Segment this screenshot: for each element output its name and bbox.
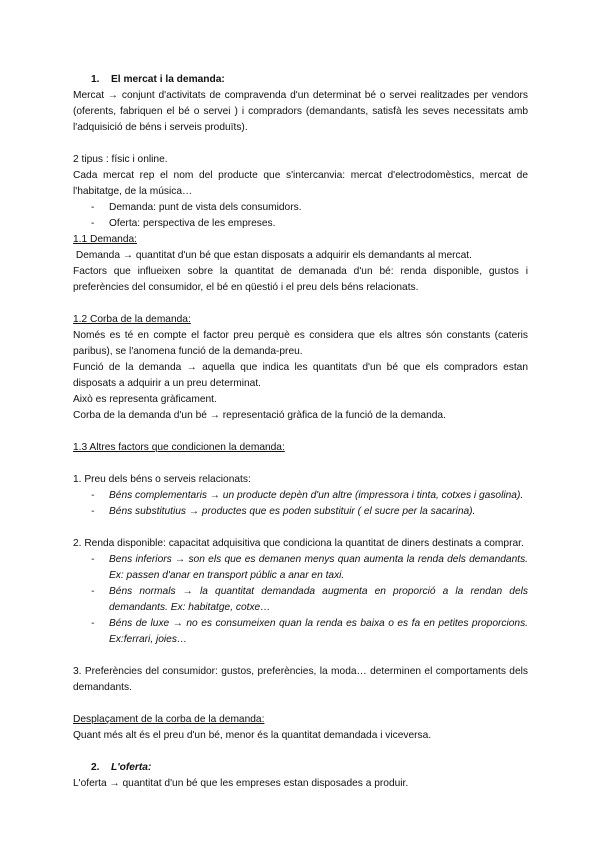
heading-text: L'oferta:: [111, 762, 152, 773]
spacer: [73, 296, 528, 312]
heading-mercat-demanda: [73, 72, 528, 88]
paragraph-representacio: Això es representa gràficament.: [73, 394, 217, 405]
list-item: - Demanda: punt de vista dels consumidors.: [73, 200, 528, 216]
spacer: [73, 424, 528, 440]
heading-corba-demanda: 1.2 Corba de la demanda:: [73, 314, 191, 325]
paragraph-oferta-definition: L'oferta → quantitat d'un bé que les empreses estan disposades a produir.: [73, 778, 409, 789]
spacer: [73, 696, 528, 712]
factor-renda-title: 2. Renda disponible: capacitat adquisitiva que condiciona la quantitat de diners destinats a comprar.: [73, 538, 524, 549]
list-item: - Béns substitutius → productes que es poden substituir ( el sucre per la sacarina).: [73, 504, 528, 520]
heading-text: El mercat i la demanda:: [111, 74, 225, 85]
paragraph-factors: Factors que influeixen sobre la quantitat de demanada d'un bé: renda disponible, gustos i preferències del consumidor, el bé en qüestió i el preu dels béns relacionats.: [73, 266, 528, 293]
spacer: [73, 520, 528, 536]
heading-altres-factors: 1.3 Altres factors que condicionen la demanda:: [73, 442, 285, 453]
factor-preferencies: 3. Preferències del consumidor: gustos, preferències, la moda… determinen el comportaments dels demandants.: [73, 666, 528, 693]
spacer: [73, 456, 528, 472]
list-item: - Béns complementaris → un producte depèn d'un altre (impressora i tinta, cotxes i gasolina).: [73, 488, 528, 504]
spacer: [73, 136, 528, 152]
heading-number: 2.: [91, 762, 100, 773]
heading-demanda: 1.1 Demanda:: [73, 234, 137, 245]
paragraph-funcio-demanda: Funció de la demanda → aquella que indica les quantitats d'un bé que els compradors estan disposats a adquirir a un preu determinat.: [73, 362, 528, 389]
spacer: [73, 744, 528, 760]
paragraph-mercat-definition: Mercat → conjunt d'activitats de compravenda d'un determinat bé o servei realitzades per vendors (oferents, fabriquen el bé o servei ) i compradors (demandants, satisfà les seves necessitats amb l'adquisició de béns i serveis produïts).: [73, 90, 528, 133]
list-bens-renda: [73, 552, 528, 648]
list-item: - Béns de luxe → no es consumeixen quan la renda es baixa o es fa en petites proporcions. Ex:ferrari, joies…: [73, 616, 528, 648]
paragraph-desplacament: Quant més alt és el preu d'un bé, menor és la quantitat demandada i viceversa.: [73, 730, 432, 741]
spacer: [73, 648, 528, 664]
list-perspectives: [73, 200, 528, 232]
list-bens-relacionats: [73, 488, 528, 520]
paragraph-corba-definition: Corba de la demanda d'un bé → representació gràfica de la funció de la demanda.: [73, 410, 446, 421]
paragraph-mercat-nom: Cada mercat rep el nom del producte que s'intercanvia: mercat d'electrodomèstics, mercat de l'habitatge, de la música…: [73, 170, 528, 197]
paragraph-tipus: 2 tipus : físic i online.: [73, 154, 168, 165]
list-item: - Oferta: perspectiva de les empreses.: [73, 216, 528, 232]
heading-number: 1.: [91, 74, 100, 85]
document-body: [73, 72, 528, 792]
list-item: - Béns normals → la quantitat demandada augmenta en proporció a la rendan dels demandants. Ex: habitatge, cotxe…: [73, 584, 528, 616]
paragraph-factor-preu: Només es té en compte el factor preu perquè es considera que els altres són constants (cateris paribus), se l'anomena funció de la demanda-preu.: [73, 330, 528, 357]
heading-oferta: [73, 760, 528, 776]
heading-desplacament: Desplaçament de la corba de la demanda:: [73, 714, 265, 725]
list-item: - Bens inferiors → son els que es demanen menys quan aumenta la renda dels demandants. Ex: passen d'anar en transport públic a anar en taxi.: [73, 552, 528, 584]
factor-preu-relacionats-title: 1. Preu dels béns o serveis relacionats:: [73, 474, 251, 485]
paragraph-demanda-definition: Demanda → quantitat d'un bé que estan disposats a adquirir els demandants al mercat.: [73, 250, 472, 261]
